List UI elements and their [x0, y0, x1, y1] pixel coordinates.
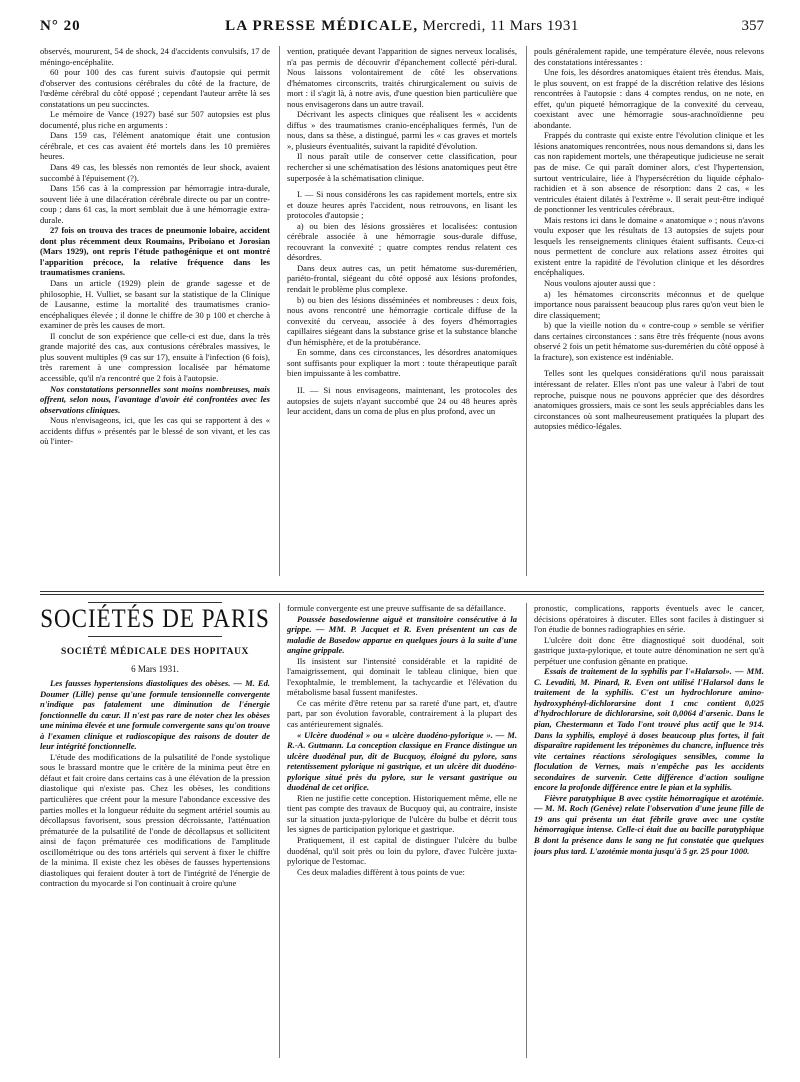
paragraph: Dans deux autres cas, un petit hématome sus-duremérien, pariéto-frontal, siégeant du côté opposé aux lésions profondes, rendait le problème plus complexe. [287, 262, 517, 295]
paragraph: Il nous paraît utile de conserver cette classification, pour rechercher si une schématisation des lésions anatomiques peut être superposée à la schématisation clinique. [287, 151, 517, 183]
session-date: 6 Mars 1931. [131, 664, 179, 674]
paragraph: Ces deux maladies diffèrent à tous points de vue: [297, 866, 465, 877]
paragraph: Essais de traitement de la syphilis par l'«Halarsol». — MM. C. Levaditi, M. Pinard, R. Even ont utilisé l'Halarsol dans le traitement de la syphilis. C'est un hydrochlorure amino-hydroxyphényl-dichlorarsine dont 1 cmc contient 0,025 d'hydrochlorure de dichlorarsine, soit 0,0064 d'arsenic. Dans le pian, Chestermann et Tado l'ont trouvé plus actif que le 914. Dans la syphilis, employé à doses beaucoup plus fortes, il fait disparaître rapidement les tréponèmes du chancre, influence très vite certaines réactions sérologiques sensibles, comme la floculation de Vernes, mais n'empêche pas les accidents secondaires de survenir. Cette différence d'action souligne encore la profonde différence entre le pian et la syphilis. [534, 666, 764, 793]
issue-number: N° 20 [40, 18, 81, 34]
paragraph: 60 pour 100 des cas furent suivis d'autopsie qui permit d'observer des contusions cérébrales du côté de la fracture, de l'œdème cérébral du côté opposé ; cependant l'auteur arrête là ses constatations un peu succinctes. [40, 67, 270, 109]
paragraph: Mais restons ici dans le domaine « anatomique » ; nous n'avons voulu exposer que les résultats de 13 autopsies de sujets pour lesquels les renseignements cliniques étaient suffisants. Ceux-ci nous permettent de conclure aux relations assez étroites qui existent entre la rapidité de l'évolution clinique et les désordres encéphaliques. [534, 214, 764, 278]
paragraph: vention, pratiquée devant l'apparition de signes nerveux localisés, n'a pas permis de découvrir d'épanchement collecté péri-dural. Nous laissons volontairement de côté les observations d'hématomes circonscrits, traités chirurgicalement ou suivis de mort : il s'agit là, à notre avis, d'une question bien particulière que nous envisagerons dans un autre travail. [287, 46, 517, 109]
paragraph: II. — Si nous envisageons, maintenant, les protocoles des autopsies de sujets n'ayant succombé que 24 ou 48 heures après leur accident, dans un coma de plus en plus profond, avec un [287, 384, 517, 417]
paragraph: a) ou bien des lésions grossières et localisées: contusion cérébrale associée à une hémorragie sous-durale diffuse, recouvrant la convexité ; quatre comptes rendus relatent ces désordres. [287, 220, 517, 263]
paragraph: Dans 159 cas, l'élément anatomique était une contusion cérébrale, et ces cas avaient été mortels dans les 10 premières heures. [40, 130, 270, 162]
section-title: SOCIÉTÉS DE PARIS [40, 604, 270, 633]
paragraph: pouls généralement rapide, une température élevée, nous relevons des constatations intéressantes : [534, 46, 764, 67]
paragraph: Rien ne justifie cette conception. Historiquement même, elle ne tient pas compte des travaux de Bucquoy qui, au contraire, insiste sur la situation juxta-pylorique de l'ulcère du bulbe et décrit tous les signes de participation pylorique et gastrique. [287, 792, 517, 835]
paragraph: Dans 156 cas à la compression par hémorragie intra-durale, souvent liée à une dilacération cérébrale directe ou par un contre-coup ; dans 61 cas, la mort semblait due à une hémorragie extra-durale. [40, 183, 270, 225]
paragraph: Dans 49 cas, les blessés non remontés de leur shock, avaient succombé à l'épuisement (?). [40, 162, 270, 183]
paragraph: Dans un article (1929) plein de grande sagesse et de philosophie, H. Vulliet, se basant sur la statistique de la Clinique de Lausanne, estime la mortalité des traumatismes cranio-encéphaliques élevée ; il donne le chiffre de 30 p 100 et cherche à examiner de près les causes de mort. [40, 278, 270, 331]
paragraph: 27 fois on trouva des traces de pneumonie lobaire, accident dont plus récemment deux Roumains, Priboiano et Jorosian (Mars 1929), ont repris l'étude pathogénique et ont montré l'apparition précoce, la relative fréquence dans les traumatismes craniens. [40, 225, 270, 278]
column-rule [279, 603, 280, 1058]
paragraph: observés, moururent, 54 de shock, 24 d'accidents convulsifs, 17 de méningo-encéphalite. [40, 46, 270, 67]
paragraph: I. — Si nous considérons les cas rapidement mortels, entre six et douze heures après l'accident, nous retrouvons, en lisant les protocoles d'autopsie ; [287, 189, 517, 221]
paragraph: pronostic, complications, rapports éventuels avec le cancer, décisions opératoires à discuter. Elles sont faciles à distinguer si l'on étudie de bonnes radiographies en série. [534, 603, 764, 635]
section-divider [40, 591, 764, 592]
journal-name: LA PRESSE MÉDICALE, [225, 18, 419, 34]
paragraph: Telles sont les quelques considérations qu'il nous paraissait intéressant de relater. Elles n'ont pas une valeur à l'abri de tout reproche, puisque nous ne pouvons apprécier que des désordres anatomiques grossiers, mais ce sont les seuls appréciables dans les circonstances où sont malheureusement pratiquées la plupart des autopsies médico-légales. [534, 368, 764, 432]
paragraph: Pratiquement, il est capital de distinguer l'ulcère du bulbe duodénal, qu'il soit près ou loin du pylore, d'avec l'ulcère juxta-pylorique de l'estomac. [287, 835, 517, 867]
paragraph: Le mémoire de Vance (1927) basé sur 507 autopsies est plus documenté, plus riche en arguments : [40, 109, 270, 130]
running-title [40, 18, 764, 35]
paragraph: Fièvre paratyphique B avec cystite hémorragique et azotémie. — M. M. Roch (Genève) relate l'observation d'une jeune fille de 19 ans qui présenta un état fébrile grave avec une cystite hémorragique intense. Celle-ci était due au bacille paratyphique B dont la présence dans le sang ne fut constatée que quelques jours plus tard. L'azotémie monta jusqu'à 5 gr. 25 pour 1000. [534, 792, 764, 856]
society-name: SOCIÉTÉ MÉDICALE DES HOPITAUX [61, 647, 249, 657]
paragraph: L'ulcère doit donc être diagnostiqué soit duodénal, soit gastrique juxta-pylorique, et toute autre dénomination ne sert qu'à perpétuer une confusion gênante en pratique. [534, 634, 764, 666]
column-rule [279, 46, 280, 576]
page-number: 357 [741, 18, 764, 34]
paragraph: Une fois, les désordres anatomiques étaient très étendus. Mais, le plus souvent, on est frappé de la discrétion relative des lésions rencontrées à l'autopsie : dans 4 comptes rendus, on ne note, en effet, qu'un piqueté hémorragique de la convexité du cerveau, coexistant avec une hémorragie sous-arachnoïdienne peu abondante. [534, 67, 764, 130]
society-column-1 [40, 678, 270, 1058]
paragraph: Ce cas mérite d'être retenu par sa rareté d'une part, et, d'autre part, par son évolution favorable, contrairement à la plupart des cas antérieurement signalés. [287, 697, 517, 730]
paragraph: « Ulcère duodénal » ou « ulcère duodéno-pylorique ». — M. R.-A. Gutmann. La conception classique en France distingue un ulcère duodénal pur, dit de Bucquoy, éloigné du pylore, sans retentissement pylorique ni gastrique, et un ulcère dit duodéno-pylorique situé près du pylore, sur le versant gastrique ou duodénal de cet orifice. [287, 729, 517, 793]
paragraph: Nous n'envisageons, ici, que les cas qui se rapportent à des « accidents diffus » présentés par le blessé de son vivant, et les cas où l'inter- [40, 415, 270, 447]
title-rule [88, 636, 222, 637]
paragraph: b) que la vieille notion du « contre-coup » semble se vérifier dans certaines circonstances : sans être très fréquente (nous avons observé 2 fois un petit hématome sus-duremérien du côté opposé à la fracture), son existence est indéniable. [534, 320, 764, 362]
article-column-1 [40, 46, 270, 578]
paragraph: Ils insistent sur l'intensité considérable et la rapidité de l'amaigrissement, qui dominait le tableau clinique, bien que l'exophtalmie, le tremblement, la tachycardie et l'élévation du métabolisme basal fussent manifestes. [287, 655, 517, 698]
paragraph: Il conclut de son expérience que celle-ci est due, dans la très grande majorité des cas, aux contusions cérébrales massives, le plus souvent multiples (9 cas sur 17), ensuite à l'infection (6 fois), très rarement à une compression localisée par hématome accessible, qu'il n'a rencontré que 2 fois à l'autopsie. [40, 330, 270, 383]
paragraph: a) les hématomes circonscrits méconnus et de quelque importance nous paraissent beaucoup plus rares qu'on veut bien le dire classiquement; [534, 288, 764, 320]
section-divider [40, 594, 764, 595]
paragraph: b) ou bien des lésions disséminées et nombreuses : deux fois, nous avons rencontré une hémorragie corticale diffuse de la convexité du cerveau, associée à des foyers d'hémorragies capillaires siégeant dans la substance grise et la substance blanche d'un hémisphère, et de la protubérance. [287, 294, 517, 347]
paragraph: En somme, dans ces circonstances, les désordres anatomiques sont suffisants pour expliquer la mort : toute thérapeutique paraît bien impuissante à les combattre. [287, 347, 517, 379]
paragraph: Poussée basedowienne aiguë et transitoire consécutive à la grippe. — MM. P. Jacquet et R. Even présentent un cas de maladie de Basedow apparue en quelques jours à la suite d'une angine grippale. [287, 613, 517, 656]
society-column-2 [287, 603, 517, 1058]
paragraph: Frappés du contraste qui existe entre l'évolution clinique et les lésions anatomiques rencontrées, nous nous demandons si, dans les cas non rapidement mortels, une thérapeutique judicieuse ne serait pas de mise. Ce qui paraît dominer alors, c'est l'hypertension, surtout ventriculaire, liée à l'hypersécrétion du liquide céphalo-rachidien et à son absence de résorption: dans 2 cas, « les ventricules étaient dilatés à l'extrême ». Il serait peut-être indiqué de ponctionner les ventricules cérébraux. [534, 130, 764, 215]
paragraph: L'étude des modifications de la pulsatilité de l'onde systolique sous le brassard montre que le critère de la minima peut être en défaut et fait croire dans certains cas à une élévation de la pression diastolique qui n'existe pas. Chez les obèses, les conditions particulières que créent pour la mesure l'abondance excessive des parties molles et la longueur réduite du segment artériel soumis au décollapsus favorisent, sous pression décroissante, l'atténuation prématurée de la pulsatilité de l'onde de décollapsus et sollicitent ainsi de façon prématurée ces modifications de l'amplitude oscillométrique ou des tons artériels qui servent à fixer le chiffre de la minima. Il existe chez les obèses de fausses hypertensions diastoliques qui feraient douter à tort de l'intégrité de l'énergie de contraction du myocarde si l'on continuait à croire qu'une [40, 751, 270, 889]
paragraph: Décrivant les aspects cliniques que réalisent les « accidents diffus » des traumatismes cranio-encéphaliques fermés, l'un de nous, dans sa thèse, a distingué, parmi les « cas graves et mortels », plusieurs éventualités, suivant la rapidité d'évolution. [287, 109, 517, 151]
paragraph: Les fausses hypertensions diastoliques des obèses. — M. Ed. Doumer (Lille) pense qu'une formule tensionnelle convergente n'indique pas fatalement une diminution de l'énergie fonctionnelle du cœur. Il n'est pas rare de noter chez les obèses une minima élevée et une formule convergente sans qu'on trouve à l'examen clinique et radioscopique des raisons de douter de leur intégrité fonctionnelle. [40, 678, 270, 752]
page-header [40, 18, 764, 38]
paragraph: Nous voulons ajouter aussi que : [544, 278, 656, 289]
article-column-3 [534, 46, 764, 578]
society-column-3 [534, 603, 764, 1058]
paragraph: formule convergente est une preuve suffisante de sa défaillance. [287, 603, 506, 613]
issue-date: Mercredi, 11 Mars 1931 [422, 18, 579, 34]
column-rule [526, 46, 527, 576]
article-column-2 [287, 46, 517, 578]
title-rule [88, 602, 222, 603]
column-rule [526, 603, 527, 1058]
paragraph: Nos constatations personnelles sont moins nombreuses, mais offrent, selon nous, l'avantage d'avoir été confrontées avec les observations cliniques. [40, 383, 270, 415]
